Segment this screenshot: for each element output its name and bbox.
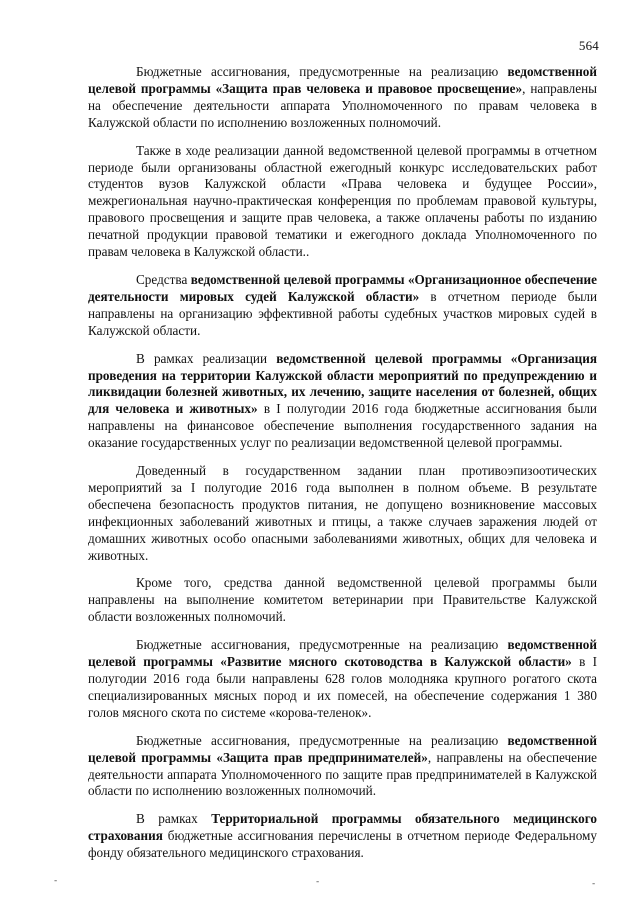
program-title: ведомственной целевой программы «Развитие мясного скотоводства в Калужской области» [88,637,597,670]
document-body [88,64,597,873]
text-run: , направлены на обеспечение деятельности аппарата Уполномоченного по правам человека в Калужской области по исполнению возложенных полномочий. [88,80,597,130]
paragraph-3 [88,272,597,340]
text-run: Средства [136,271,191,287]
paragraph-2 [88,143,597,261]
paragraph-8 [88,733,597,801]
text-run: в I полугодии 2016 года были направлены 628 голов молодняка крупного рогатого скота специализированных мясных пород и их помесей, на обеспечение содержания 1 380 голов мясного скота по системе «корова-теленок». [88,654,597,720]
paragraph-9 [88,811,597,862]
text-run: Также в ходе реализации данной ведомственной целевой программы в отчетном периоде были организованы областной ежегодный конкурс исследовательских работ студентов вузов Калужской области «Права человека и будущее России», межрегиональная научно-практическая конференция по проблемам правовой культуры, правового просвещения и защите прав человека, а также оплачены работы по изданию печатной продукции правовой тематики и ежегодного доклада Уполномоченного по правам человека в Калужской области.. [88,142,597,260]
text-run: Бюджетные ассигнования, предусмотренные на реализацию [136,64,508,79]
text-run: , направлены на обеспечение деятельности аппарата Уполномоченного по защите прав предпринимателей в Калужской области по исполнению возложенных полномочий. [88,749,597,799]
scan-mark-left: - [54,876,58,886]
paragraph-6 [88,575,597,626]
scan-mark-center: - [316,877,320,887]
text-run: бюджетные ассигнования перечислены в отчетном периоде Федеральному фонду обязательного медицинского страхования. [88,828,597,861]
paragraph-1 [88,64,597,132]
program-title: ведомственной целевой программы «Защита прав предпринимателей» [88,732,597,765]
text-run: Бюджетные ассигнования, предусмотренные на реализацию [136,637,508,653]
page-number: 564 [578,38,599,53]
text-run: Кроме того, средства данной ведомственной целевой программы были направлены на выполнение комитетом ветеринарии при Правительстве Калужской области возложенных полномочий. [88,575,597,625]
program-title: ведомственной целевой программы «Защита прав человека и правовое просвещение» [88,64,597,96]
text-run: В рамках [136,811,212,827]
paragraph-7 [88,637,597,722]
text-run: В рамках реализации [136,350,277,366]
text-run: в I полугодии 2016 года бюджетные ассигнования были направлены на финансовое обеспечение выполнения государственного задания на оказание государственных услуг по реализации ведомственной целевой программы. [88,401,597,451]
program-title: ведомственной целевой программы «Организация проведения на территории Калужской области мероприятий по предупреждению и ликвидации болезней животных, их лечению, защите населения от болезней, общих для человека и животных» [88,350,597,417]
paragraph-5 [88,463,597,564]
text-run: Доведенный в государственном задании план противоэпизоотических мероприятий за I полугодие 2016 года выполнен в полном объеме. В результате обеспечена безопасность продуктов питания, не допущено возникновение массовых инфекционных заболеваний животных и птицы, а также случаев заражения людей от домашних животных особо опасными заболеваниями животных, общих для человека и животных. [88,463,597,563]
paragraph-4 [88,351,597,452]
program-title: Территориальной программы обязательного медицинского страхования [88,811,597,844]
scan-mark-right: - [592,879,596,889]
text-run: Бюджетные ассигнования, предусмотренные на реализацию [136,732,508,748]
text-run: в отчетном периоде были направлены на организацию эффективной работы судебных участков мировых судей в Калужской области. [88,288,597,338]
program-title: ведомственной целевой программы «Организационное обеспечение деятельности мировых судей Калужской области» [88,271,597,304]
